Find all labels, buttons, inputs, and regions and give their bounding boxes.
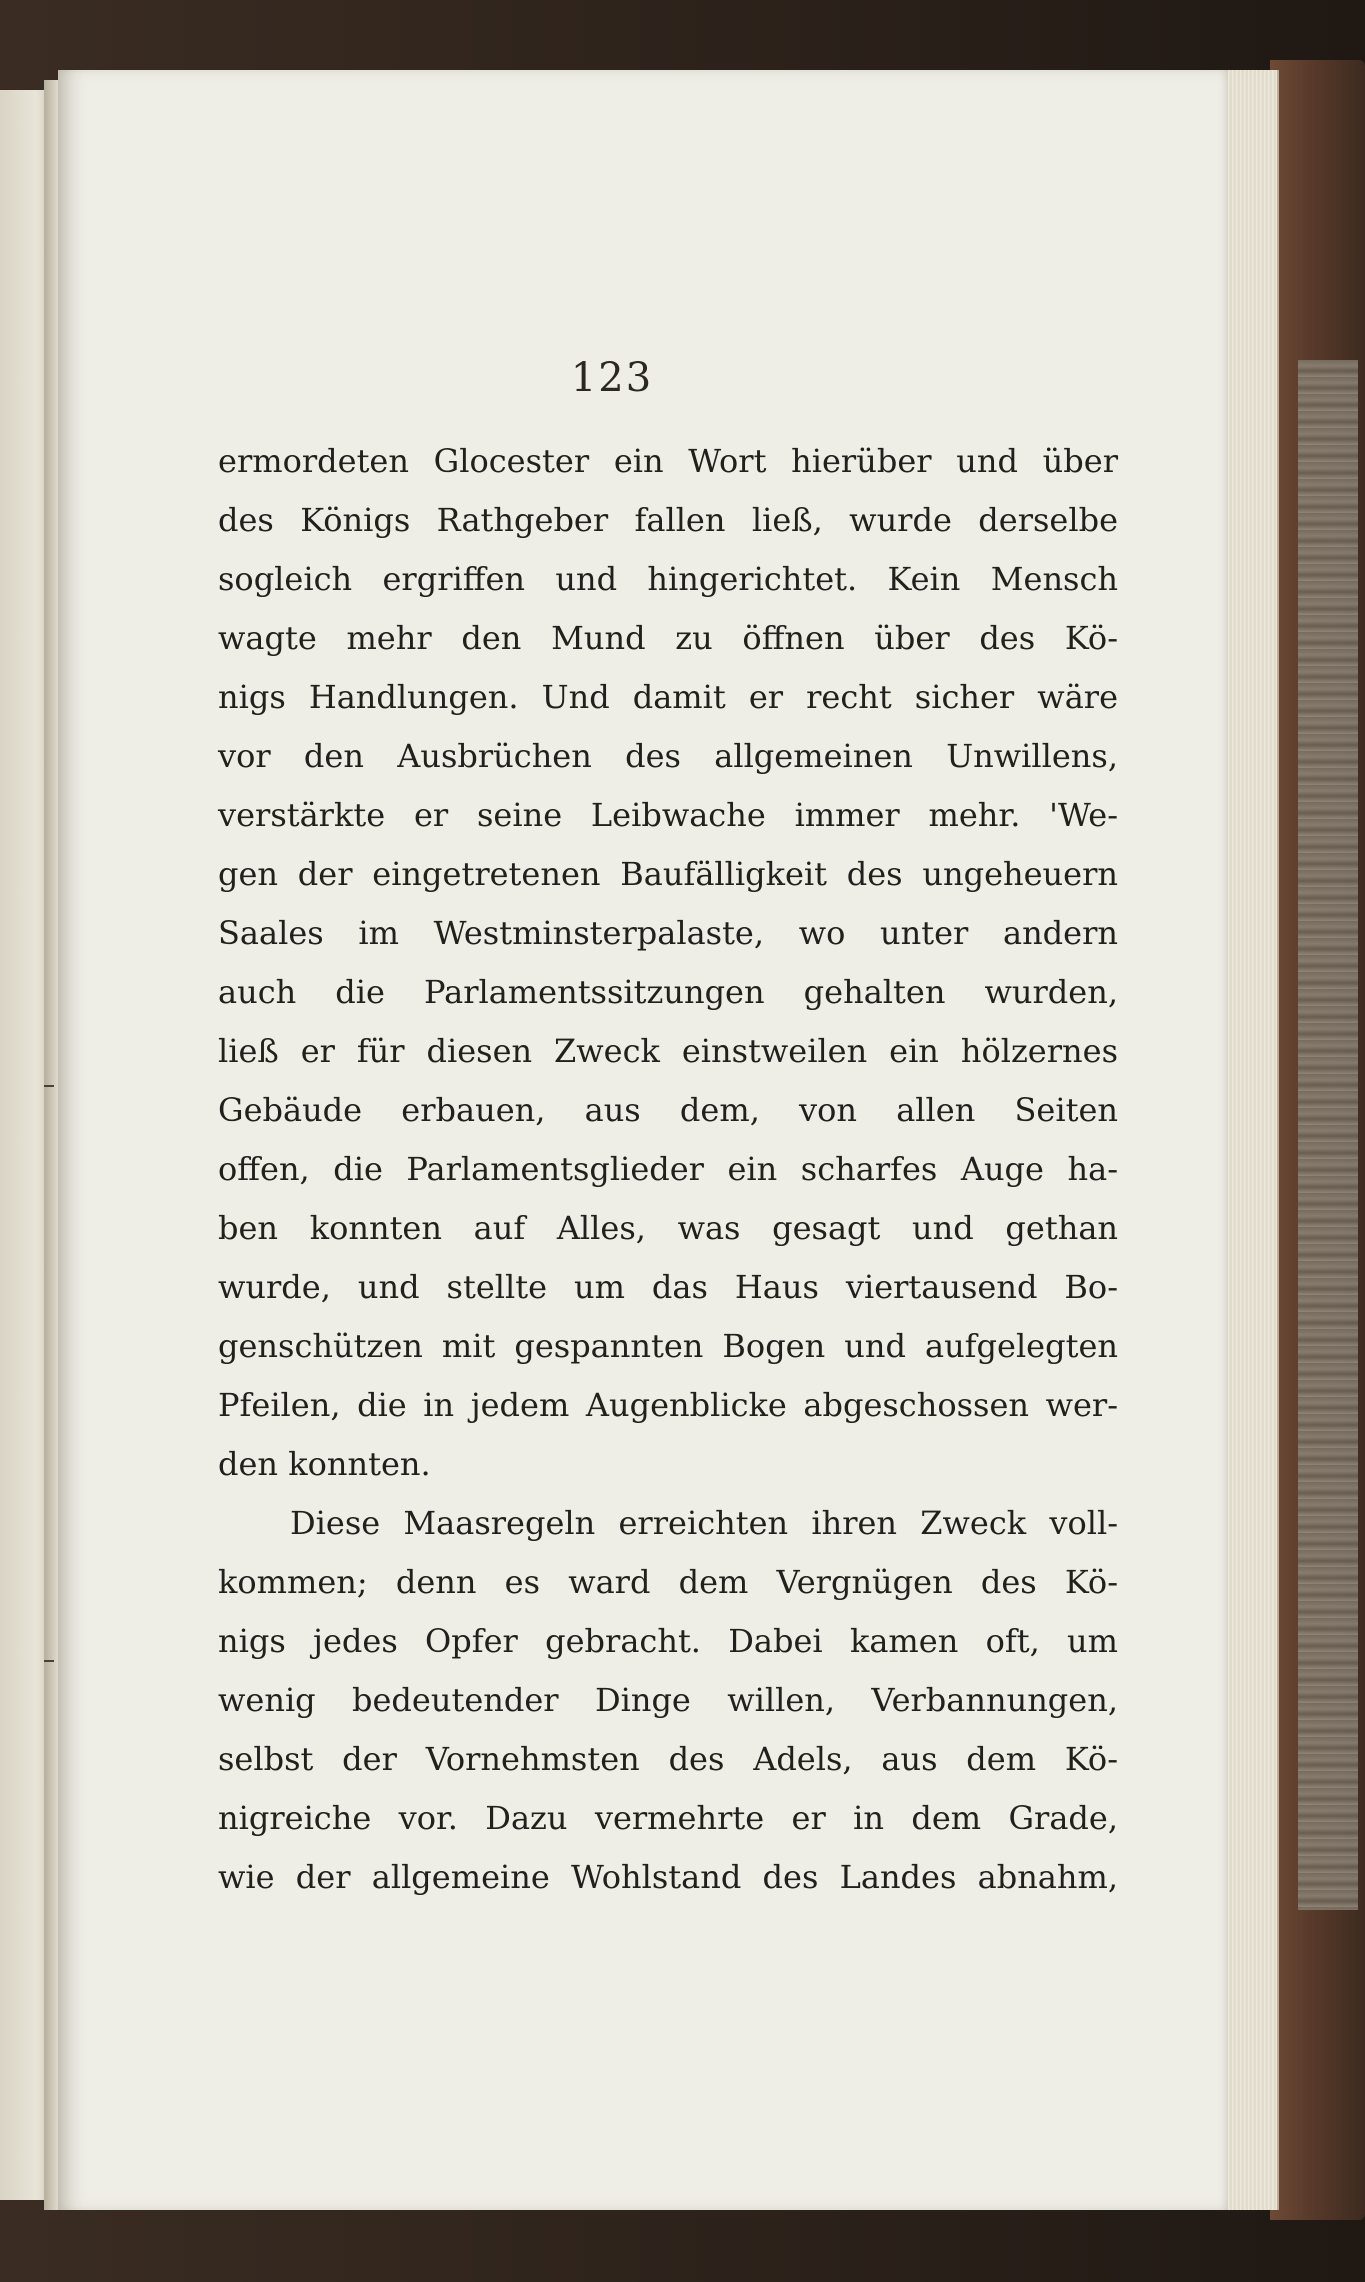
margin-mark: [44, 1660, 54, 1662]
text-line: wie der allgemeine Wohlstand des Landes abnahm,: [218, 1858, 1118, 1896]
text-line: genschützen mit gespannten Bogen und aufgelegten: [218, 1327, 1118, 1365]
text-line: nigs Handlungen. Und damit er recht sicher wäre: [218, 678, 1118, 716]
text-line: ließ er für diesen Zweck einstweilen ein hölzernes: [218, 1032, 1118, 1070]
text-line: kommen; denn es ward dem Vergnügen des Kö-: [218, 1563, 1118, 1601]
text-line: des Königs Rathgeber fallen ließ, wurde derselbe: [218, 501, 1118, 539]
page-number: 123: [570, 355, 654, 401]
text-line: selbst der Vornehmsten des Adels, aus dem Kö-: [218, 1740, 1118, 1778]
page-edges: [1225, 70, 1279, 2210]
text-line: wurde, und stellte um das Haus viertausend Bo-: [218, 1268, 1118, 1306]
text-line: Diese Maasregeln erreichten ihren Zweck voll-: [290, 1504, 1118, 1542]
text-line: Pfeilen, die in jedem Augenblicke abgeschossen wer-: [218, 1386, 1118, 1424]
text-line: nigs jedes Opfer gebracht. Dabei kamen oft, um: [218, 1622, 1118, 1660]
text-line: wagte mehr den Mund zu öffnen über des Kö-: [218, 619, 1118, 657]
text-line: offen, die Parlamentsglieder ein scharfes Auge ha-: [218, 1150, 1118, 1188]
text-line: verstärkte er seine Leibwache immer mehr. 'We-: [218, 796, 1118, 834]
text-line: vor den Ausbrüchen des allgemeinen Unwillens,: [218, 737, 1118, 775]
text-line: nigreiche vor. Dazu vermehrte er in dem Grade,: [218, 1799, 1118, 1837]
page-body-text: [218, 432, 1118, 1907]
text-line: den konnten.: [218, 1445, 431, 1483]
text-line: Gebäude erbauen, aus dem, von allen Seiten: [218, 1091, 1118, 1129]
text-line: sogleich ergriffen und hingerichtet. Kein Mensch: [218, 560, 1118, 598]
text-line: ermordeten Glocester ein Wort hierüber und über: [218, 442, 1118, 480]
text-line: ben konnten auf Alles, was gesagt und gethan: [218, 1209, 1118, 1247]
margin-mark: [44, 1085, 54, 1087]
text-line: wenig bedeutender Dinge willen, Verbannungen,: [218, 1681, 1118, 1719]
book-cover-edge: [1270, 60, 1365, 2220]
text-line: gen der eingetretenen Baufälligkeit des ungeheuern: [218, 855, 1118, 893]
text-line: auch die Parlamentssitzungen gehalten wurden,: [218, 973, 1118, 1011]
text-line: Saales im Westminsterpalaste, wo unter andern: [218, 914, 1118, 952]
book-page: [58, 70, 1228, 2210]
